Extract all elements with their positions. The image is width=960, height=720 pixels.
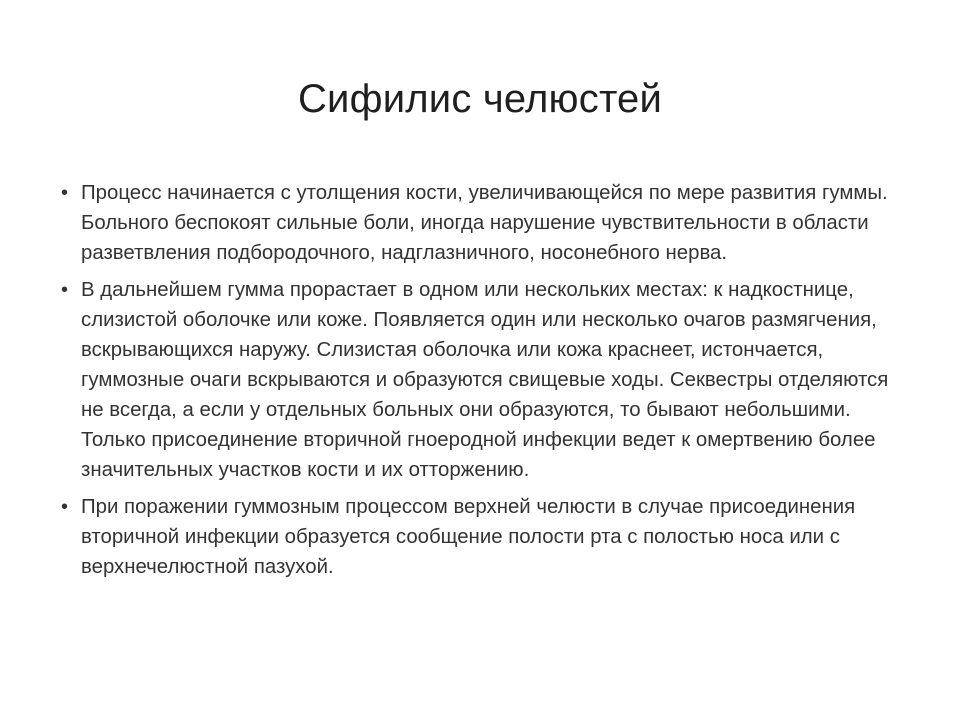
bullet-item-1 xyxy=(60,178,906,268)
bullet-icon: • xyxy=(61,182,69,204)
bullet-item-2 xyxy=(60,275,906,485)
bullet-text: Процесс начинается с утолщения кости, увеличивающейся по мере развития гуммы. Больного беспокоят сильные боли, иногда нарушение чувствительности в области разветвления подбородочного, надглазничного, носонебного нерва. xyxy=(81,182,888,264)
bullet-text: В дальнейшем гумма прорастает в одном или нескольких местах: к надкостнице, слизистой оболочке или коже. Появляется один или несколько очагов размягчения, вскрывающихся наружу. Слизистая оболочка или кожа краснеет, истончается, гуммозные очаги вскрываются и образуются свищевые ходы. Секвестры отделяются не всегда, а если у отдельных больных они образуются, то бывают небольшими. Только присоединение вторичной гноеродной инфекции ведет к омертвению более значительных участков кости и их отторжению. xyxy=(81,279,889,481)
bullet-item-3 xyxy=(60,492,906,582)
bullet-list xyxy=(60,178,906,589)
bullet-icon: • xyxy=(61,279,69,301)
bullet-icon: • xyxy=(61,496,69,518)
bullet-text: При поражении гуммозным процессом верхней челюсти в случае присоединения вторичной инфекции образуется сообщение полости рта с полостью носа или с верхнечелюстной пазухой. xyxy=(81,496,856,578)
slide-title: Сифилис челюстей xyxy=(297,77,663,121)
